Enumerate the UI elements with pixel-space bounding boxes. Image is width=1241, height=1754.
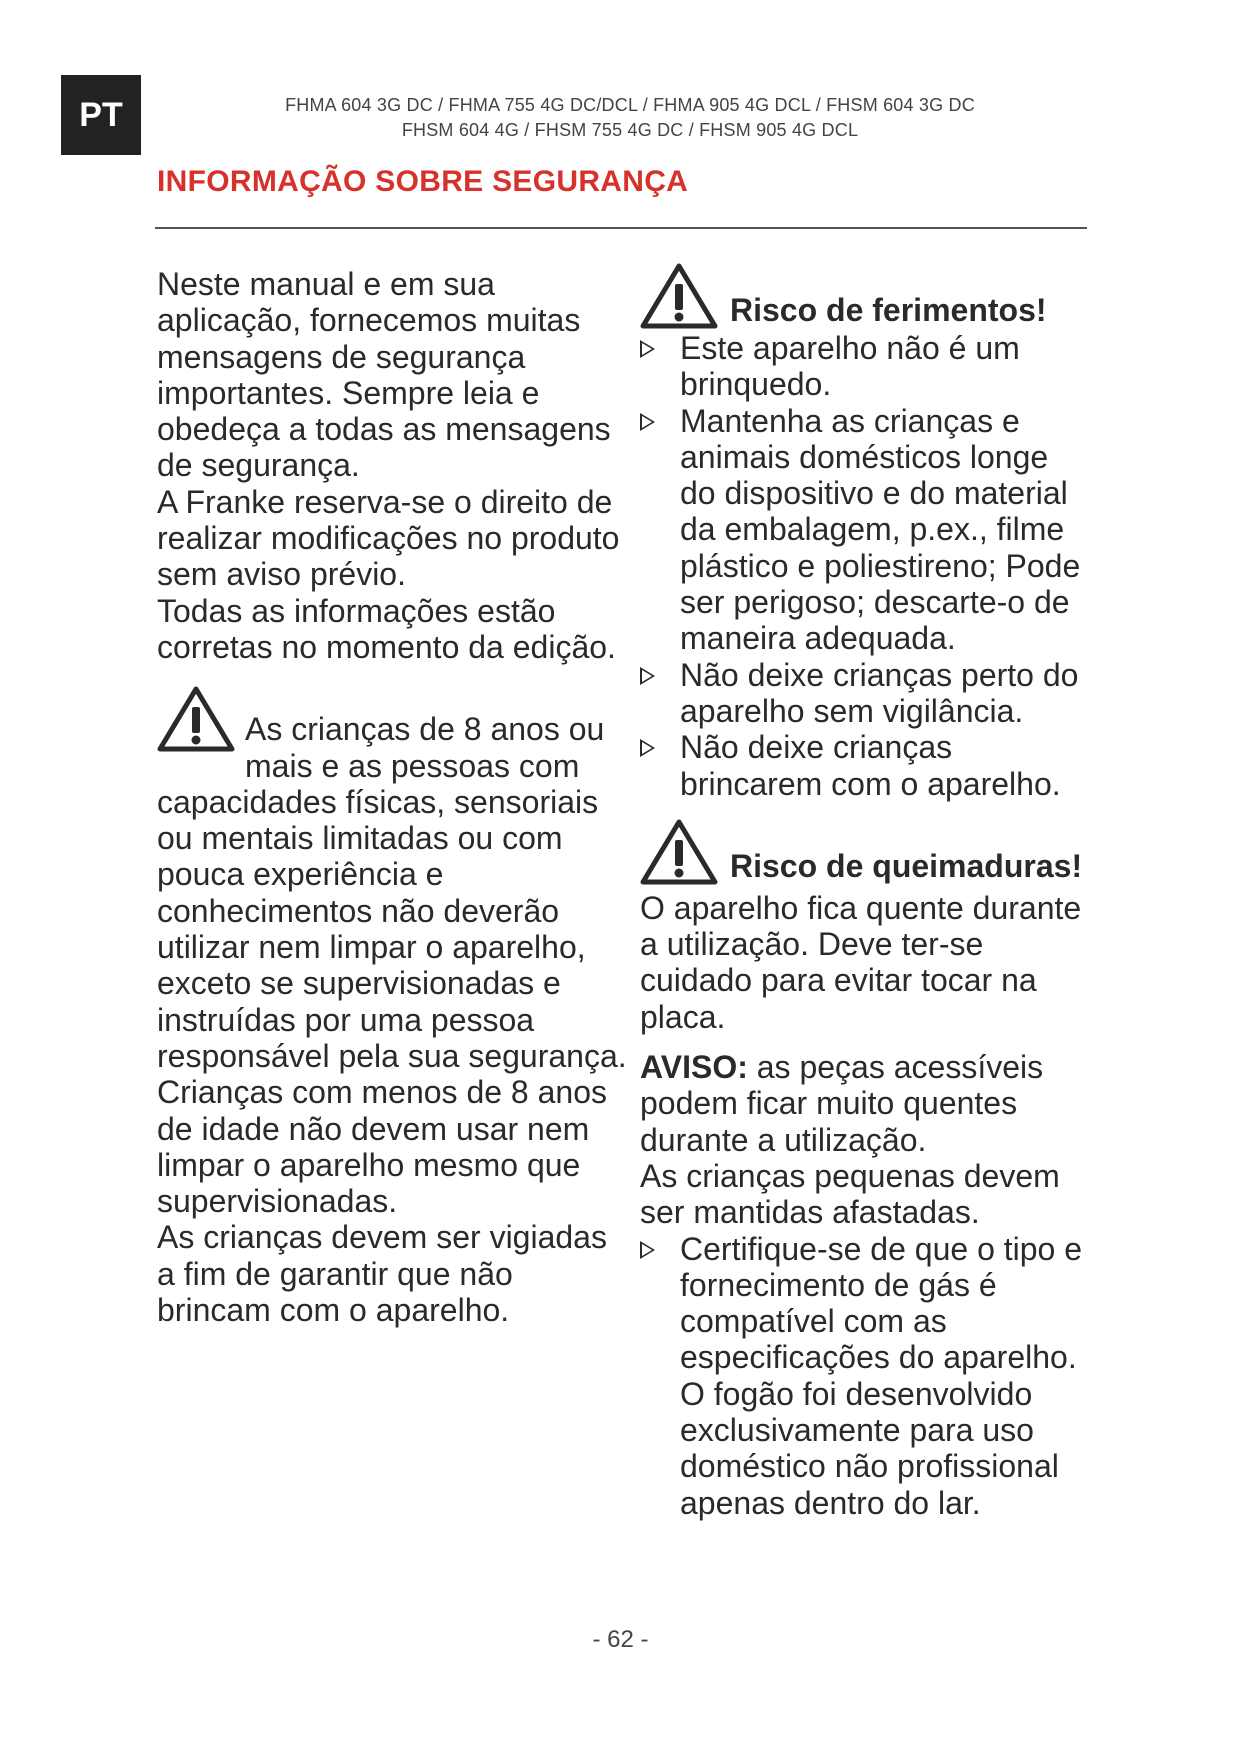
- title-divider: [155, 227, 1087, 229]
- supervised-paragraph: As crianças devem ser vigiadas a fim de garantir que não brincam com o aparelho.: [157, 1219, 607, 1329]
- left-column: [157, 266, 627, 1328]
- right-column: [640, 262, 1090, 1521]
- warning-triangle-icon: [640, 818, 718, 886]
- model-line-2: FHSM 604 4G / FHSM 755 4G DC / FHSM 905 4G DCL: [401, 120, 859, 140]
- aviso-label: AVISO:: [640, 1049, 748, 1086]
- model-list: [200, 93, 1060, 143]
- correct-paragraph: Todas as informações estão corretas no momento da edição.: [157, 592, 616, 665]
- children-warning-text: As crianças de 8 anos ou mais e as pessoas com capacidades físicas, sensoriais ou mentais limitadas ou com pouca experiência e conhecimentos não deverão utilizar nem limpar o aparelho, exceto se supervisionadas e instruídas por uma pessoa responsável pela sua segurança.: [157, 711, 627, 1074]
- aviso-text: as peças acessíveis podem ficar muito quentes durante a utilização.: [640, 1049, 1044, 1158]
- intro-paragraph: Neste manual e em sua aplicação, fornecemos muitas mensagens de segurança importantes. Sempre leia e obedeça a todas as mensagens de segurança.: [157, 266, 611, 484]
- list-item: Este aparelho não é um brinquedo.: [640, 330, 1090, 403]
- language-badge: [61, 75, 141, 155]
- children-warning-block: [157, 683, 627, 1074]
- bullet-arrow-icon: [640, 413, 655, 431]
- injury-heading-text: Risco de ferimentos!: [730, 292, 1047, 328]
- list-item: Certifique-se de que o tipo e fornecimento de gás é compatível com as especificações do aparelho. O fogão foi desenvolvido exclusivamente para uso doméstico não profissional apenas dentro do lar.: [640, 1231, 1090, 1521]
- bullet-arrow-icon: [640, 1241, 655, 1259]
- aviso-paragraph: [640, 1049, 1090, 1158]
- franke-paragraph: A Franke reserva-se o direito de realizar modificações no produto sem aviso prévio.: [157, 483, 620, 593]
- list-item: Mantenha as crianças e animais domésticos longe do dispositivo e do material da embalagem, p.ex., filme plástico e poliestireno; Pode ser perigoso; descarte-o de maneira adequada.: [640, 403, 1090, 657]
- burn-heading-text: Risco de queimaduras!: [730, 847, 1083, 884]
- bullet-arrow-icon: [640, 667, 655, 685]
- list-item: Não deixe crianças brincarem com o aparelho.: [640, 729, 1090, 802]
- burn-paragraph: O aparelho fica quente durante a utilização. Deve ter-se cuidado para evitar tocar na placa.: [640, 889, 1082, 1035]
- injury-list: [640, 330, 1090, 802]
- list-item: Não deixe crianças perto do aparelho sem vigilância.: [640, 657, 1090, 730]
- warning-triangle-icon: [640, 262, 718, 330]
- page-number: - 62 -: [592, 1626, 649, 1653]
- under-8-paragraph: Crianças com menos de 8 anos de idade não devem usar nem limpar o aparelho mesmo que supervisionadas.: [157, 1074, 607, 1220]
- section-title: INFORMAÇÃO SOBRE SEGURANÇA: [157, 165, 689, 198]
- small-children-paragraph: As crianças pequenas devem ser mantidas afastadas.: [640, 1157, 1060, 1231]
- model-line-1: FHMA 604 3G DC / FHMA 755 4G DC/DCL / FHMA 905 4G DCL / FHSM 604 3G DC: [285, 95, 975, 115]
- warning-triangle-icon: [157, 685, 235, 753]
- language-code: PT: [79, 95, 123, 134]
- burn-heading: [640, 818, 1090, 886]
- injury-heading: [640, 262, 1090, 330]
- bullet-arrow-icon: [640, 340, 655, 358]
- gas-list: [640, 1231, 1090, 1521]
- bullet-arrow-icon: [640, 739, 655, 757]
